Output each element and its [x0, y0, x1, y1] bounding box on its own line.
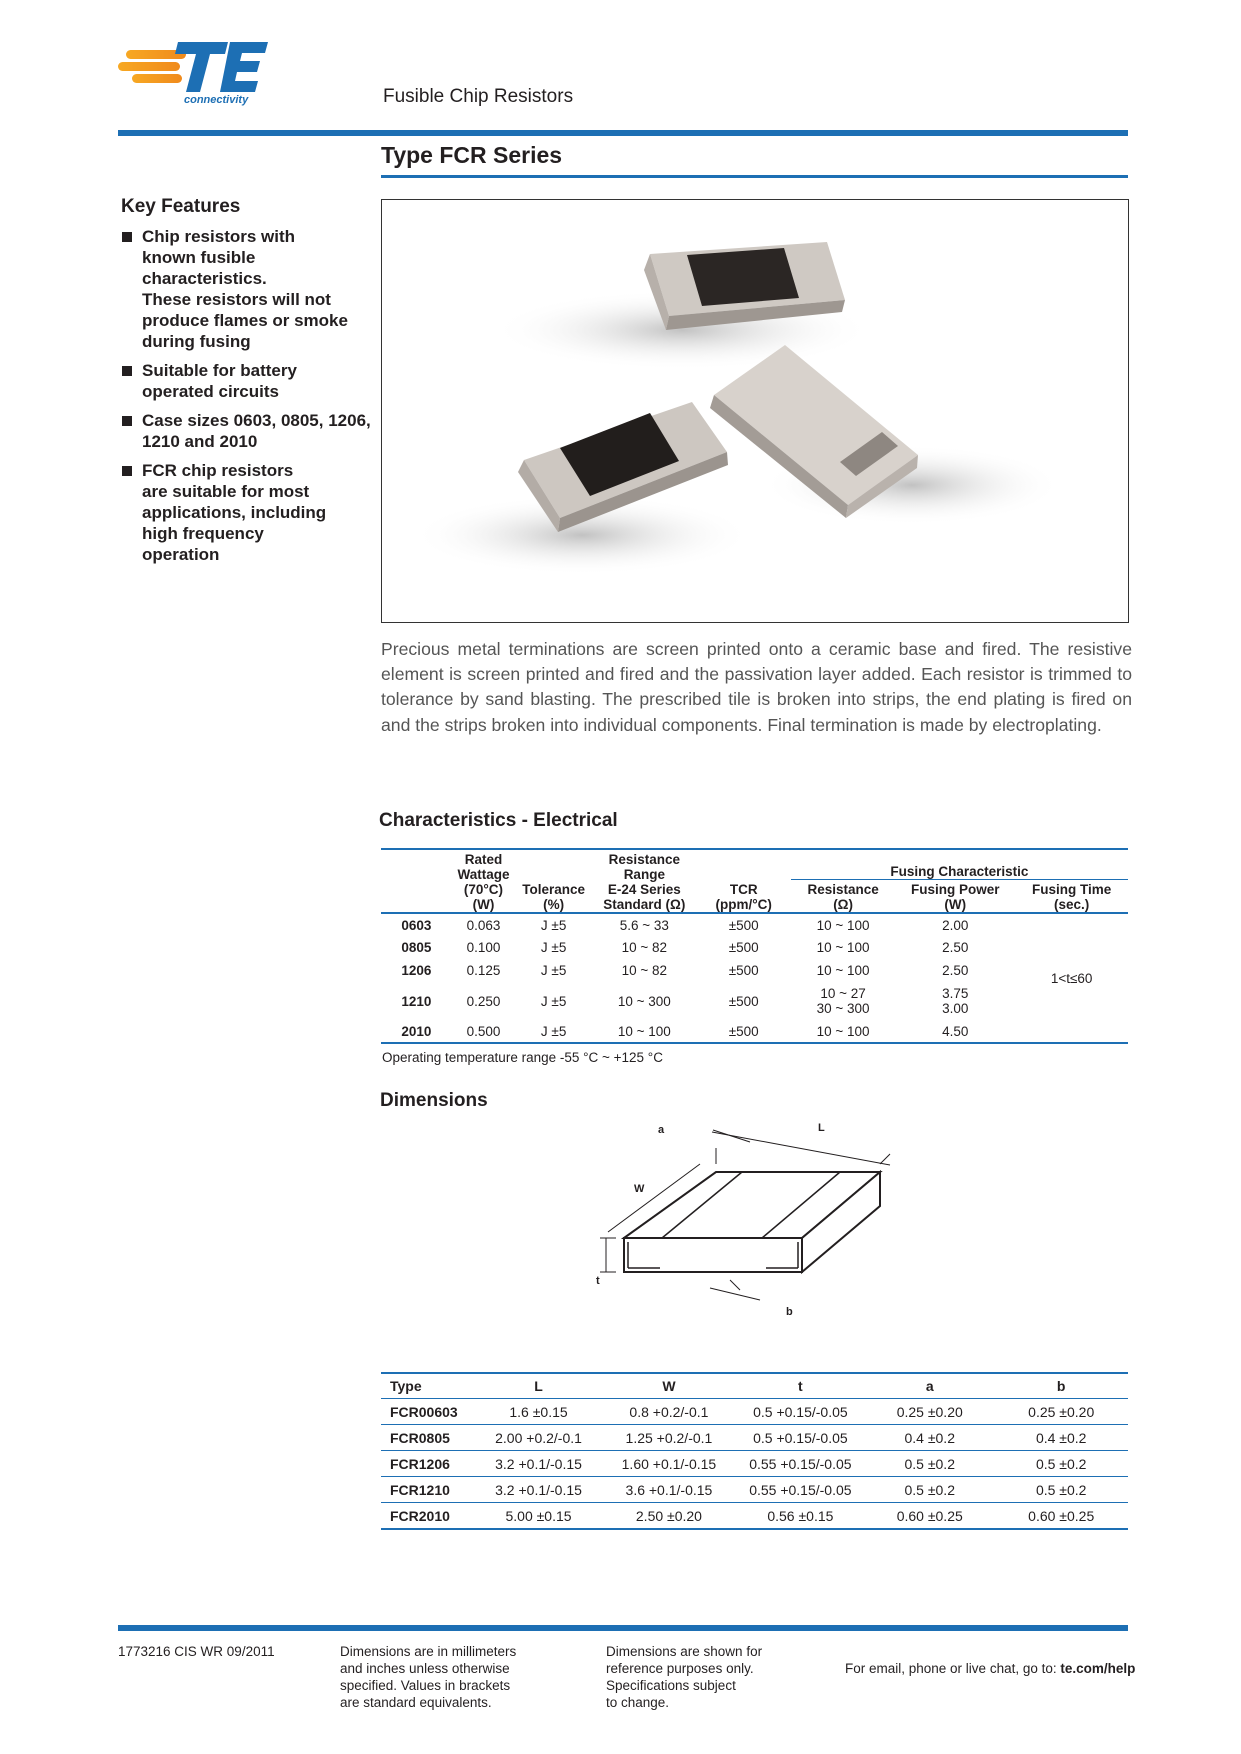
- footer-contact-text: For email, phone or live chat, go to:: [845, 1661, 1061, 1676]
- bullet-icon: [122, 366, 132, 376]
- footer-rule: [118, 1625, 1128, 1631]
- table-row: FCR1206 3.2 +0.1/-0.15 1.60 +0.1/-0.15 0.55 +0.15/-0.05 0.5 ±0.2 0.5 ±0.2: [381, 1451, 1128, 1477]
- series-title: Type FCR Series: [381, 142, 563, 168]
- te-connectivity-logo: [118, 40, 298, 110]
- col-resistance-range: Resistance Range E-24 Series Standard (Ω): [603, 852, 686, 912]
- table-row: 0603 0.063 J ±5 5.6 ~ 33 ±500 10 ~ 100 2.00 1<t≤60: [381, 913, 1128, 936]
- product-description: Precious metal terminations are screen printed onto a ceramic base and fired. The resistive element is screen printed and fired and the passivation layer added. Each resistor is trimmed to tolerance by sand blasting. The prescribed tile is broken into strips, the end plating is fired on and the strips broken into individual components. Final termination is made by electroplating.: [381, 639, 1132, 735]
- footer-note-reference: Dimensions are shown for reference purposes only. Specifications subject to change.: [606, 1644, 763, 1710]
- col-fusing-group: Fusing Characteristic: [890, 864, 1029, 879]
- bullet-icon: [122, 232, 132, 242]
- fusing-time-value: 1<t≤60: [1015, 913, 1128, 1043]
- feature-item: Chip resistors with known fusible characteristics. These resistors will not produce flames or smoke during fusing: [122, 226, 372, 352]
- logo-subtext: connectivity: [184, 94, 249, 106]
- feature-item: Suitable for battery operated circuits: [122, 360, 372, 402]
- table-row: 1210 0.250 J ±5 10 ~ 300 ±500 10 ~ 27 30 ~ 300 3.75 3.00: [401, 986, 969, 1016]
- col-type: Type: [390, 1378, 422, 1394]
- table-row: FCR1210 3.2 +0.1/-0.15 3.6 +0.1/-0.15 0.55 +0.15/-0.05 0.5 ±0.2 0.5 ±0.2: [381, 1477, 1128, 1503]
- series-rule: [381, 175, 1128, 178]
- col-rated-wattage: Rated Wattage (70°C) (W): [457, 852, 510, 912]
- document-category-title: Fusible Chip Resistors: [383, 86, 574, 107]
- col-b: b: [1056, 1378, 1066, 1394]
- table-row: 0805 0.100 J ±5 10 ~ 82 ±500 10 ~ 100 2.50: [401, 940, 969, 955]
- col-tolerance: Tolerance (%): [522, 882, 586, 912]
- footer-doc-id: 1773216 CIS WR 09/2011: [118, 1644, 275, 1659]
- col-fusing-resistance: Resistance (Ω): [791, 880, 896, 914]
- feature-item: FCR chip resistors are suitable for most applications, including high frequency operation: [122, 460, 372, 565]
- footer-contact: [845, 1643, 1135, 1677]
- diagram-label-a: a: [658, 1124, 665, 1136]
- table-row: FCR00603 1.6 ±0.15 0.8 +0.2/-0.1 0.5 +0.15/-0.05 0.25 ±0.20 0.25 ±0.20: [381, 1399, 1128, 1425]
- key-features-list: [122, 226, 372, 573]
- col-W: W: [662, 1378, 676, 1394]
- col-L: L: [534, 1378, 543, 1394]
- diagram-label-t: t: [596, 1275, 600, 1287]
- col-type: [381, 849, 452, 913]
- dimensions-table: [381, 1372, 1128, 1530]
- diagram-label-b: b: [786, 1306, 793, 1318]
- table-row: 1206 0.125 J ±5 10 ~ 82 ±500 10 ~ 100 2.50: [401, 963, 969, 978]
- key-features-heading: Key Features: [121, 196, 241, 217]
- help-link[interactable]: te.com/help: [1060, 1661, 1136, 1676]
- col-fusing-time: Fusing Time (sec.): [1015, 880, 1128, 914]
- diagram-label-L: L: [818, 1122, 825, 1134]
- electrical-heading: Characteristics - Electrical: [379, 810, 618, 831]
- header-rule: [118, 130, 1128, 136]
- table-row: FCR0805 2.00 +0.2/-0.1 1.25 +0.2/-0.1 0.5 +0.15/-0.05 0.4 ±0.2 0.4 ±0.2: [381, 1425, 1128, 1451]
- bullet-icon: [122, 466, 132, 476]
- footer-note-units: Dimensions are in millimeters and inches unless otherwise specified. Values in brackets are standard equivalents.: [340, 1644, 517, 1710]
- dimension-diagram: [590, 1120, 940, 1350]
- col-tcr: TCR (ppm/°C): [715, 882, 772, 912]
- diagram-label-W: W: [634, 1183, 645, 1195]
- col-a: a: [925, 1378, 934, 1394]
- operating-temperature-note: Operating temperature range -55 °C ~ +125 °C: [382, 1050, 663, 1065]
- bullet-icon: [122, 416, 132, 426]
- table-row: FCR2010 5.00 ±0.15 2.50 ±0.20 0.56 ±0.15 0.60 ±0.25 0.60 ±0.25: [381, 1503, 1128, 1530]
- dimensions-heading: Dimensions: [380, 1090, 488, 1111]
- table-row: 2010 0.500 J ±5 10 ~ 100 ±500 10 ~ 100 4.50: [381, 1020, 1128, 1043]
- feature-item: Case sizes 0603, 0805, 1206, 1210 and 2010: [122, 410, 372, 452]
- col-fusing-power: Fusing Power (W): [895, 880, 1015, 914]
- col-t: t: [798, 1378, 803, 1394]
- product-photo: [381, 199, 1129, 623]
- electrical-table: [381, 848, 1128, 1044]
